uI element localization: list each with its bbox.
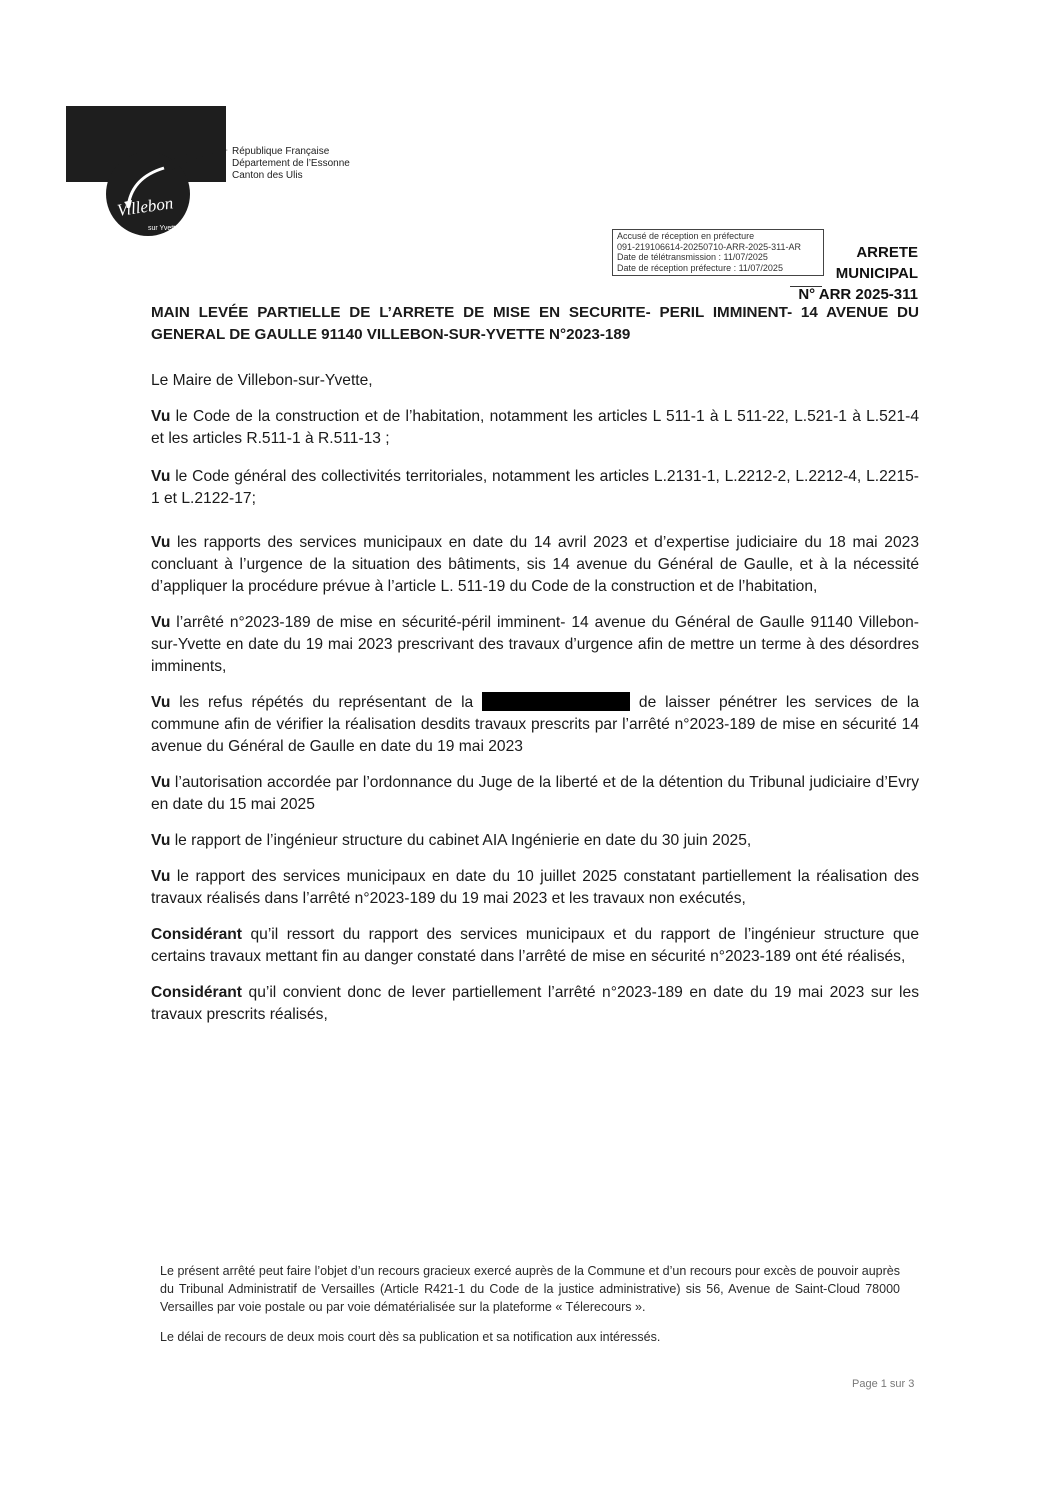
arrete-heading <box>770 242 918 305</box>
logo-script-text: Villebon <box>115 193 175 220</box>
republic-line: République Française <box>232 146 330 157</box>
document-title: MAIN LEVÉE PARTIELLE DE L’ARRETE DE MISE EN SECURITE- PERIL IMMINENT- 14 AVENUE DU GENERAL DE GAULLE 91140 VILLEBON-SUR-YVETTE N°2023-189 <box>151 304 919 343</box>
stamp-line: Date de télétransmission : 11/07/2025 <box>617 252 768 262</box>
redaction-block <box>482 692 630 711</box>
legal-footer <box>160 1262 900 1346</box>
delai-notice: Le délai de recours de deux mois court dès sa publication et sa notification aux intéressés. <box>160 1330 661 1344</box>
vu-paragraph-3: Vu les rapports des services municipaux en date du 14 avril 2023 et d’expertise judiciaire du 18 mai 2023 concluant à l’urgence de la situation des bâtiments, sis 14 avenue du Général de Gaulle, et à la nécessité d’appliquer la procédure prévue à l’article L. 511-19 du Code de la construction et de l’habitation, <box>151 534 919 595</box>
divider <box>790 286 822 287</box>
considerant-paragraph-2: Considérant qu’il convient donc de lever partiellement l’arrêté n°2023-189 en date du 19 mai 2023 sur les travaux prescrits réalisés, <box>151 984 919 1023</box>
republic-block <box>232 146 350 182</box>
stamp-line: Date de réception préfecture : 11/07/2025 <box>617 262 783 273</box>
canton-line: Canton des Ulis <box>232 170 303 181</box>
page-number: Page 1 sur 3 <box>852 1378 915 1390</box>
arrete-number: N° ARR 2025-311 <box>798 286 918 303</box>
vu-paragraph-1: Vu le Code de la construction et de l’habitation, notamment les articles L 511-1 à L 511-22, L.521-1 à L.521-4 et les articles R.511-1 à R.511-13 ; <box>151 408 919 447</box>
vu-paragraph-8: Vu le rapport des services municipaux en date du 10 juillet 2025 constatant partiellement la réalisation des travaux réalisés dans l’arrêté n°2023-189 du 19 mai 2023 et les travaux non exécutés, <box>151 868 919 907</box>
vu-paragraph-2: Vu le Code général des collectivités territoriales, notamment les articles L.2131-1, L.2212-2, L.2212-4, L.2215-1 et L.2122-17; <box>151 468 919 507</box>
vu-paragraph-5: Vu les refus répétés du représentant de la de laisser pénétrer les services de la commune afin de vérifier la réalisation desdits travaux prescrits par l’arrêté n°2023-189 de mise en sécurité 14 avenue du Général de Gaulle en date du 19 mai 2023 <box>151 694 920 755</box>
intro-paragraph: Le Maire de Villebon-sur-Yvette, <box>151 372 373 389</box>
considerant-paragraph-1: Considérant qu’il ressort du rapport des services municipaux et du rapport de l’ingénieur structure que certains travaux mettant fin au danger constaté dans l’arrêté de mise en sécurité n°2023-189 ont été réalisés, <box>151 926 919 965</box>
stamp-line: 091-219106614-20250710-ARR-2025-311-AR <box>617 241 801 252</box>
document-body <box>151 370 919 1026</box>
department-line: Département de l’Essonne <box>232 158 350 169</box>
vu-paragraph-7: Vu le rapport de l’ingénieur structure du cabinet AIA Ingénierie en date du 30 juin 2025, <box>151 832 752 849</box>
arrete-line1: ARRETE MUNICIPAL <box>835 244 918 282</box>
town-logo <box>66 106 234 236</box>
vu-paragraph-4: Vu l’arrêté n°2023-189 de mise en sécurité-péril imminent- 14 avenue du Général de Gaulle 91140 Villebon-sur-Yvette en date du 19 mai 2023 prescrivant des travaux d’urgence afin de mettre un terme à des désordres imminents, <box>151 614 919 675</box>
logo-emblem <box>104 146 228 242</box>
vu-paragraph-6: Vu l’autorisation accordée par l’ordonnance du Juge de la liberté et de la détention du Tribunal judiciaire d’Evry en date du 15 mai 2025 <box>151 774 919 813</box>
recours-notice: Le présent arrêté peut faire l’objet d’un recours gracieux exercé auprès de la Commune et d’un recours pour excès de pouvoir auprès du Tribunal Administratif de Versailles (Article R421-1 du Code de la justice administrative) sis 56, Avenue de Saint-Cloud 78000 Versailles par voie postale ou par voie dématérialisée sur la plateforme « Télerecours ». <box>160 1264 900 1314</box>
stamp-line: Accusé de réception en préfecture <box>617 231 755 241</box>
logo-subtext: sur Yvette <box>148 225 180 232</box>
